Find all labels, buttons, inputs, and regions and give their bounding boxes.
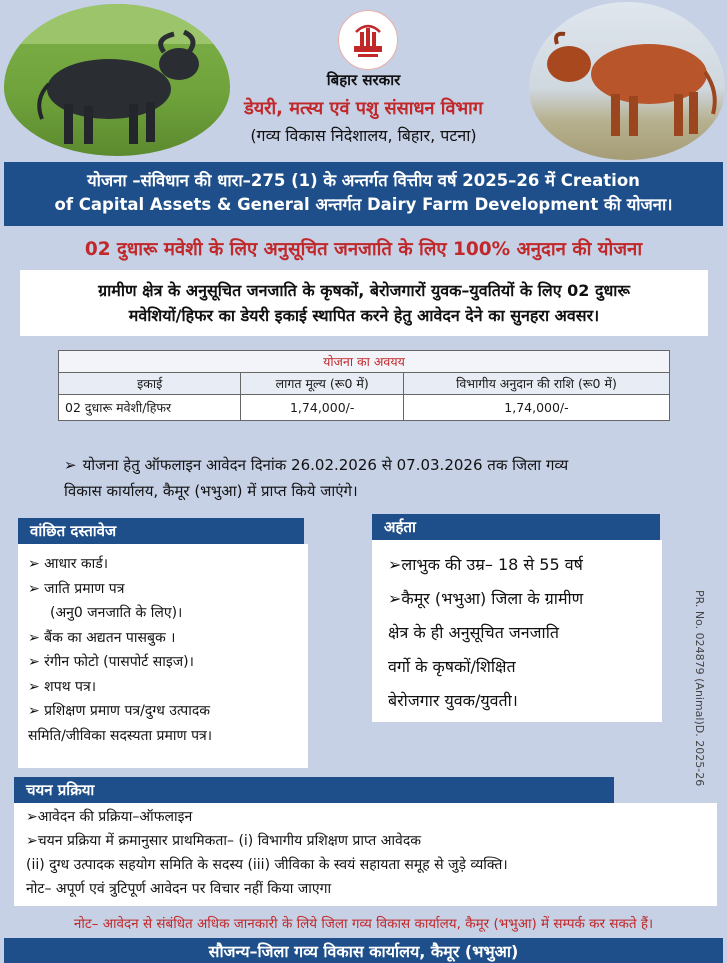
list-item: ➢ जाति प्रमाण पत्र (28, 580, 125, 597)
scheme-banner-line-1: योजना –संविधान की धारा–275 (1) के अन्तर्गत वित्तीय वर्ष 2025–26 में Creation (87, 171, 640, 190)
list-item: वर्गो के कृषकों/शिक्षित (388, 657, 516, 676)
intro-line-1: ग्रामीण क्षेत्र के अनुसूचित जनजाति के कृषकों, बेरोजगारों युवक–युवतियों के लिए 02 दुधारू (98, 281, 630, 300)
application-dates-note (64, 452, 684, 504)
table-caption: योजना का अवयय (59, 351, 670, 373)
list-item: ➢कैमूर (भभुआ) जिला के ग्रामीण (388, 589, 584, 608)
eligibility-box (372, 540, 662, 722)
list-item: ➢ बैंक का अद्यतन पासबुक । (28, 629, 176, 646)
list-item: ➢ प्रशिक्षण प्रमाण पत्र/दुग्ध उत्पादक (28, 703, 211, 719)
selection-heading: चयन प्रक्रिया (14, 777, 614, 803)
table-header-unit: इकाई (59, 373, 241, 395)
documents-heading: वांछित दस्तावेज (18, 518, 304, 544)
scheme-title: 02 दुधारू मवेशी के लिए अनुसूचित जनजाति के लिए 100% अनुदान की योजना (84, 239, 643, 260)
application-note-line-1: योजना हेतु ऑफलाइन आवेदन दिनांक 26.02.2026 से 07.03.2026 तक जिला गव्य (82, 456, 569, 474)
table-cell-subsidy: 1,74,000/- (403, 395, 669, 421)
pr-number-note (693, 590, 720, 787)
arrow-bullet-icon: ➢ (64, 456, 77, 474)
table-row (59, 395, 670, 421)
table-header-subsidy: विभागीय अनुदान की राशि (रू0 में) (403, 373, 669, 395)
table-header-cost: लागत मूल्य (रू0 में) (241, 373, 404, 395)
eligibility-heading: अर्हता (372, 514, 660, 540)
table-header-row (59, 373, 670, 395)
footer-credit: सौजन्य–जिला गव्य विकास कार्यालय, कैमूर (भभुआ) (4, 938, 723, 963)
bihar-emblem-logo (338, 10, 398, 70)
list-item: ➢ आधार कार्ड। (28, 556, 109, 572)
list-item: समिति/जीविका सदस्यता प्रमाण पत्र। (28, 727, 213, 744)
documents-box (18, 544, 308, 768)
pr-number-text: PR. No. 024879 (Animal)D. 2025-26 (693, 590, 706, 787)
department-name: डेयरी, मत्स्य एवं पशु संसाधन विभाग (244, 98, 483, 119)
list-item: (ii) दुग्ध उत्पादक सहयोग समिति के सदस्य (iii) जीविका के स्वयं सहायता समूह से जुड़े व्यक्ति। (26, 857, 508, 873)
government-name: बिहार सरकार (326, 71, 401, 89)
table-cell-cost: 1,74,000/- (241, 395, 404, 421)
list-item: ➢ शपथ पत्र। (28, 678, 97, 695)
list-item: क्षेत्र के ही अनुसूचित जनजाति (388, 623, 559, 642)
application-note-line-2: विकास कार्यालय, कैमूर (भभुआ) में प्राप्त किये जाएंगे। (64, 482, 358, 500)
list-item: ➢आवेदन की प्रक्रिया–ऑफलाइन (26, 809, 193, 825)
directorate-name: (गव्य विकास निदेशालय, बिहार, पटना) (250, 126, 477, 145)
list-item: नोट– अपूर्ण एवं त्रुटिपूर्ण आवेदन पर विचार नहीं किया जाएगा (26, 881, 332, 897)
documents-list (18, 544, 308, 756)
list-item: (अनु0 जनजाति के लिए)। (50, 605, 183, 621)
scheme-banner-line-2: of Capital Assets & General अन्तर्गत Dairy Farm Development की योजना। (54, 195, 673, 214)
scheme-components-table (58, 350, 670, 421)
selection-box (14, 803, 717, 906)
contact-note: नोट– आवेदन से संबंधित अधिक जानकारी के लिये जिला गव्य विकास कार्यालय, कैमूर (भभुआ) में सम्पर्क कर सकते हैं। (73, 916, 654, 932)
intro-box (20, 270, 708, 336)
list-item: ➢चयन प्रक्रिया में क्रमानुसार प्राथमिकता– (i) विभागीय प्रशिक्षण प्राप्त आवेदक (26, 833, 422, 849)
table-cell-unit: 02 दुधारू मवेशी/हिफर (59, 395, 241, 421)
scheme-banner (4, 162, 723, 226)
intro-line-2: मवेशियों/हिफर का डेयरी इकाई स्थापित करने हेतु आवेदन देने का सुनहरा अवसर। (128, 306, 600, 325)
list-item: ➢ रंगीन फोटो (पासपोर्ट साइज)। (28, 654, 194, 670)
list-item: ➢लाभुक की उम्र– 18 से 55 वर्ष (388, 555, 583, 574)
list-item: बेरोजगार युवक/युवती। (388, 691, 518, 710)
eligibility-list (372, 540, 662, 726)
